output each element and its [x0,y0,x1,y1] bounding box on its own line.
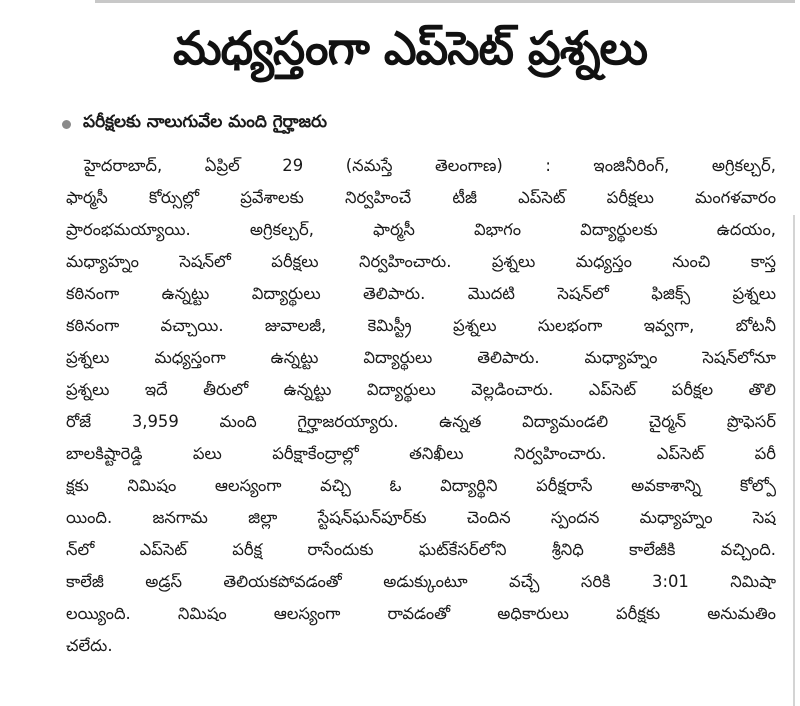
article-line: న్‌లో ఎప్‌సెట్ పరీక్ష రాసేందుకు ఘట్‌కేసర్‌లోని శ్రీనిధి కాలేజీకి వచ్చింది. [66,540,776,559]
article-line: ఫార్మసీ కోర్సుల్లో ప్రవేశాలకు నిర్వహించే టీజీ ఎప్‌సెట్ పరీక్షలు మంగళవారం [66,188,776,207]
article-line: ప్రశ్నలు మధ్యస్తంగా ఉన్నట్టు విద్యార్థులు తెలిపారు. మధ్యాహ్నం సెషన్‌లోనూ [66,348,776,367]
article-line: కఠినంగా ఉన్నట్టు విద్యార్థులు తెలిపారు. మొదటి సెషన్‌లో ఫిజిక్స్ ప్రశ్నలు [66,284,776,303]
article-line: లయ్యింది. నిమిషం ఆలస్యంగా రావడంతో అధికారులు పరీక్షకు అనుమతిం [66,604,776,623]
bullet-icon [62,120,71,129]
article-line: ప్రారంభమయ్యాయి. అగ్రికల్చర్, ఫార్మసీ విభాగం విద్యార్థులకు ఉదయం, [66,220,776,239]
article-line: కఠినంగా వచ్చాయి. జువాలజీ, కెమిస్ట్రీ ప్రశ్నలు సులభంగా ఇవ్వగా, బోటనీ [66,316,776,335]
article-line: బాలకిష్టారెడ్డి పలు పరీక్షాకేంద్రాల్లో తనిఖీలు నిర్వహించారు. ఎప్‌సెట్ పరీ [66,444,776,463]
article-line: హైదరాబాద్, ఏప్రిల్ 29 (నమస్తే తెలంగాణ) : ఇంజినీరింగ్, అగ్రికల్చర్, [84,156,776,175]
top-divider [95,0,795,3]
article-line: కాలేజీ అడ్రస్ తెలియకపోవడంతో అడుక్కుంటూ వచ్చే సరికి 3:01 నిమిషా [66,572,776,591]
article-body [66,150,776,662]
column-divider [793,215,795,706]
article-subheading [62,108,762,140]
article-line: చలేదు. [66,636,113,655]
article-line: యింది. జనగామ జిల్లా స్టేషన్‌ఘన్‌పూర్‌కు చెందిన స్పందన మధ్యాహ్నం సెష [66,508,776,527]
article-headline: మధ్యస్తంగా ఎప్‌సెట్ ప్రశ్నలు [172,21,648,75]
article-line: క్షకు నిమిషం ఆలస్యంగా వచ్చి ఓ విద్యార్థిని పరీక్షరాసే అవకాశాన్ని కోల్పో [66,476,776,495]
article-line: రోజే 3,959 మంది గైర్హాజరయ్యారు. ఉన్నత విద్యామండలి చైర్మన్ ప్రొఫెసర్ [66,412,776,431]
article-line: మధ్యాహ్నం సెషన్‌లో పరీక్షలు నిర్వహించారు. ప్రశ్నలు మధ్యస్తం నుంచి కాస్త [66,252,776,271]
subheading-text: పరీక్షలకు నాలుగువేల మంది గైర్హాజరు [83,112,327,132]
article-line: ప్రశ్నలు ఇదే తీరులో ఉన్నట్టు విద్యార్థులు వెల్లడించారు. ఎప్‌సెట్ పరీక్షల తొలి [66,380,776,399]
